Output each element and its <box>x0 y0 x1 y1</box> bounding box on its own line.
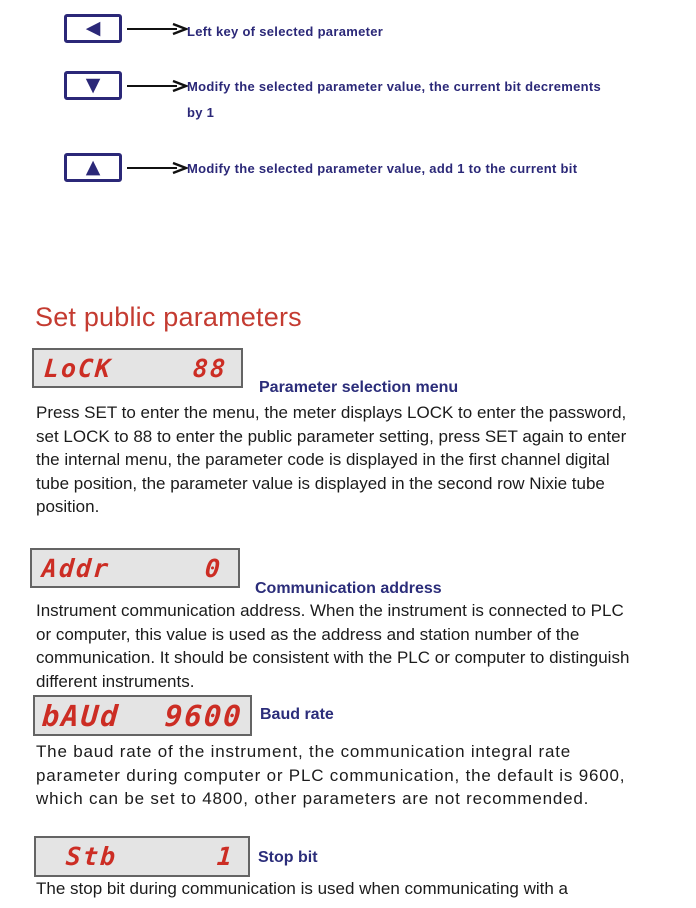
arrow-connector-icon <box>127 79 189 93</box>
lcd-value: 1 <box>215 842 236 871</box>
parameter-label-addr: Communication address <box>255 580 442 597</box>
lcd-code: bAUd <box>40 698 122 733</box>
down-key-button <box>64 71 122 100</box>
key-description-down: Modify the selected parameter value, the current bit decrements <box>187 79 602 94</box>
lcd-code: Stb <box>64 842 119 871</box>
parameter-label-lock: Parameter selection menu <box>259 379 459 396</box>
up-triangle-icon: ▲ <box>85 156 101 178</box>
lcd-display-stopbit <box>34 836 250 877</box>
key-description-left: Left key of selected parameter <box>187 24 384 39</box>
parameter-label-baud: Baud rate <box>260 706 334 723</box>
lcd-display-addr <box>30 548 240 588</box>
arrow-connector-icon <box>127 161 189 175</box>
lcd-value: 88 <box>191 353 229 383</box>
left-triangle-icon: ◀ <box>85 17 101 39</box>
lcd-value: 9600 <box>163 698 245 733</box>
section-title: Set public parameters <box>35 302 302 332</box>
lcd-value: 0 <box>203 553 224 583</box>
key-description-up: Modify the selected parameter value, add 1 to the current bit <box>187 161 578 176</box>
key-description-down-line2: by 1 <box>187 105 215 120</box>
lcd-display-lock <box>32 348 243 388</box>
parameter-description-lock: Press SET to enter the menu, the meter displays LOCK to enter the password, set LOCK to 88 to enter the public parameter setting, press SET again to enter the internal menu, the parameter code is displayed in the first channel digital tube position, the parameter value is displayed in the second row Nixie tube position. <box>36 403 627 516</box>
parameter-description-addr: Instrument communication address. When the instrument is connected to PLC or computer, this value is used as the address and station number of the communication. It should be consistent with the PLC or computer to distinguish different instruments. <box>36 601 630 691</box>
lcd-code: LoCK <box>42 353 114 383</box>
lcd-code: Addr <box>40 553 112 583</box>
up-key-button <box>64 153 122 182</box>
left-key-button <box>64 14 122 43</box>
parameter-label-stopbit: Stop bit <box>258 849 318 866</box>
arrow-connector-icon <box>127 22 189 36</box>
parameter-description-baud: The baud rate of the instrument, the communication integral rate parameter during computer or PLC communication, the default is 9600, which can be set to 4800, other parameters are not recommended. <box>36 742 626 808</box>
lcd-display-baud <box>33 695 252 736</box>
parameter-description-stopbit: The stop bit during communication is used when communicating with a <box>36 879 568 898</box>
down-triangle-icon: ▼ <box>85 74 101 96</box>
